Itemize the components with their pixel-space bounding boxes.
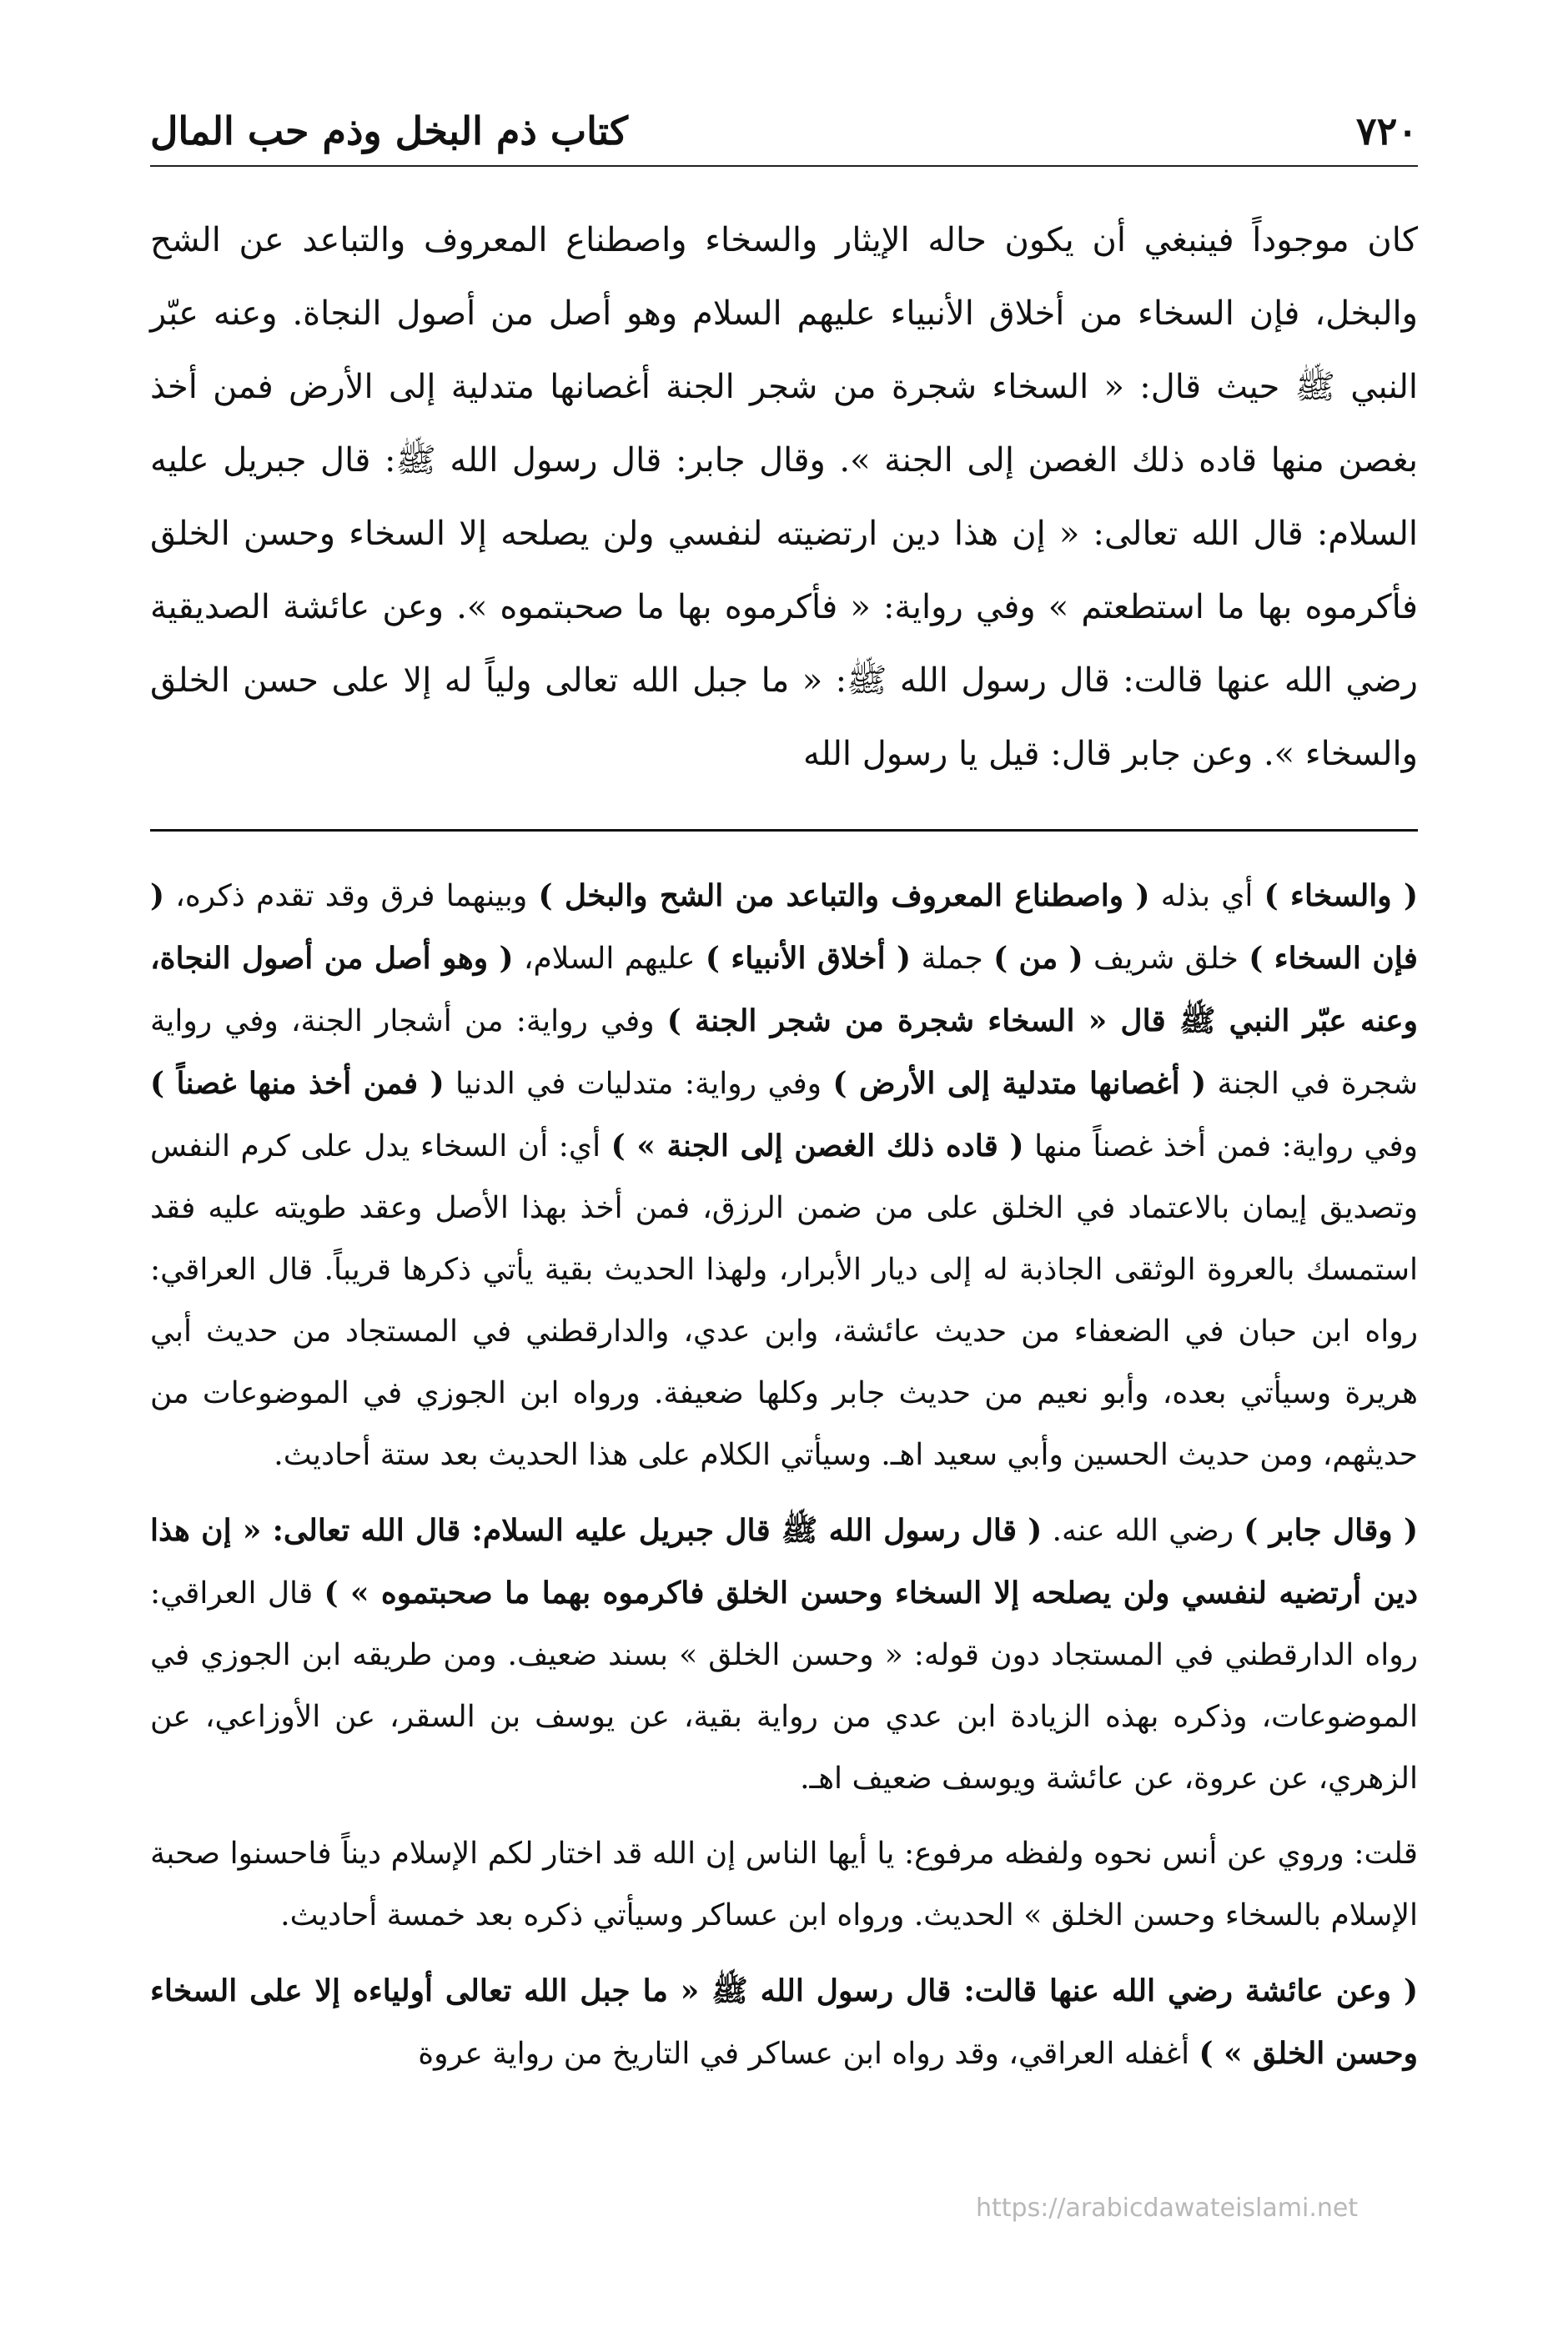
bold-quote-segment: ( فمن أخذ منها غصناً ): [150, 1066, 445, 1101]
text-segment: عليهم السلام،: [513, 942, 706, 976]
text-segment: أي بذله: [1149, 879, 1264, 913]
text-segment: أي: أن السخاء يدل على كرم النفس وتصديق إيمان بالاعتماد في الخلق على من ضمن الرزق، فمن أخذ بهذا الأصل وعقد طويته عليه فقد استمسك بالعروة الوثقى الجاذبة له إلى ديار الأبرار، ولهذا الحديث بقية يأتي ذكرها قريباً. قال العراقي: رواه ابن حبان في الضعفاء من حديث عائشة، وابن عدي، والدارقطني في المستجاد من حديث أبي هريرة وسيأتي بعده، وأبو نعيم من حديث جابر وكلها ضعيفة. ورواه ابن الجوزي في الموضوعات من حديثهم، ومن حديث الحسين وأبي سعيد اهـ. وسيأتي الكلام على هذا الحديث بعد ستة أحاديث.: [150, 1129, 1418, 1472]
bold-quote-segment: ( وقال جابر ): [1244, 1513, 1418, 1548]
commentary: [150, 865, 1418, 2085]
bold-quote-segment: ( قال رسول الله ﷺ قال جبريل عليه السلام: قال الله تعالى: « إن هذا دين أرتضيه لنفسي ولن يصلحه إلا السخاء وحسن الخلق فاكرموه بهما ما صحبتموه » ): [150, 1513, 1418, 1611]
main-text: كان موجوداً فينبغي أن يكون حاله الإيثار والسخاء واصطناع المعروف والتباعد عن الشح والبخل، فإن السخاء من أخلاق الأنبياء عليهم السلام وهو أصل من أصول النجاة. وعنه عبّر النبي ﷺ حيث قال: « السخاء شجرة من شجر الجنة أغصانها متدلية إلى الأرض فمن أخذ بغصن منها قاده ذلك الغصن إلى الجنة ». وقال جابر: قال رسول الله ﷺ: قال جبريل عليه السلام: قال الله تعالى: « إن هذا دين ارتضيته لنفسي ولن يصلحه إلا السخاء وحسن الخلق فأكرموه بها ما استطعتم » وفي رواية: « فأكرموه بها ما صحبتموه ». وعن عائشة الصديقية رضي الله عنها قالت: قال رسول الله ﷺ: « ما جبل الله تعالى ولياً له إلا على حسن الخلق والسخاء ». وعن جابر قال: قيل يا رسول الله: [150, 221, 1418, 773]
text-segment: قلت: وروي عن أنس نحوه ولفظه مرفوع: يا أيها الناس إن الله قد اختار لكم الإسلام ديناً فاحسنوا صحبة الإسلام بالسخاء وحسن الخلق » الحديث. ورواه ابن عساكر وسيأتي ذكره بعد خمسة أحاديث.: [150, 1837, 1419, 1932]
book-page: [150, 108, 1418, 2098]
watermark-url: https://arabicdawateislami.net: [976, 2194, 1359, 2223]
commentary-paragraph-2: [150, 1500, 1418, 1810]
text-segment: وفي رواية: فمن أخذ غصناً منها: [1023, 1129, 1418, 1163]
commentary-paragraph-3: [150, 1823, 1418, 1947]
commentary-paragraph-1: [150, 865, 1418, 1486]
bold-quote-segment: ( والسخاء ): [1264, 878, 1418, 913]
running-title: كتاب ذم البخل وذم حب المال: [150, 108, 628, 153]
text-segment: رضي الله عنه.: [1042, 1514, 1244, 1548]
text-segment: قال العراقي: رواه الدارقطني في المستجاد دون قوله: « وحسن الخلق » بسند ضعيف. ومن طريقه ابن الجوزي في الموضوعات، وذكره بهذه الزيادة ابن عدي من رواية بقية، عن يوسف بن السقر، عن الأوزاعي، عن الزهري، عن عروة، عن عائشة ويوسف ضعيف اهـ.: [150, 1576, 1418, 1796]
text-segment: جملة: [911, 942, 994, 976]
text-segment: وبينهما فرق وقد تقدم ذكره،: [164, 879, 539, 913]
page-number: ٧٢٠: [1355, 108, 1418, 153]
bold-quote-segment: ( وهو أصل من أصول النجاة، وعنه عبّر النبي ﷺ قال « السخاء شجرة من شجر الجنة ): [150, 941, 1418, 1038]
text-segment: وفي رواية: من أشجار الجنة، وفي رواية شجرة في الجنة: [150, 1004, 1418, 1101]
footnote-separator: [150, 829, 1418, 832]
bold-quote-segment: ( وعن عائشة رضي الله عنها قالت: قال رسول الله ﷺ « ما جبل الله تعالى أولياءه إلا على السخاء وحسن الخلق » ): [150, 1973, 1418, 2071]
bold-quote-segment: ( فإن السخاء ): [150, 878, 1418, 976]
page-header: [150, 108, 1418, 167]
bold-quote-segment: ( أخلاق الأنبياء ): [705, 941, 912, 976]
text-segment: وفي رواية: متدليات في الدنيا: [444, 1067, 833, 1101]
bold-quote-segment: ( واصطناع المعروف والتباعد من الشح والبخل ): [538, 878, 1150, 913]
bold-quote-segment: ( من ): [993, 941, 1083, 976]
commentary-paragraph-4: [150, 1960, 1418, 2085]
bold-quote-segment: ( قاده ذلك الغصن إلى الجنة » ): [611, 1128, 1024, 1163]
bold-quote-segment: ( أغصانها متدلية إلى الأرض ): [832, 1066, 1207, 1101]
text-segment: خلق شريف: [1083, 942, 1249, 976]
text-segment: أغفله العراقي، وقد رواه ابن عساكر في التاريخ من رواية عروة: [418, 2037, 1199, 2071]
